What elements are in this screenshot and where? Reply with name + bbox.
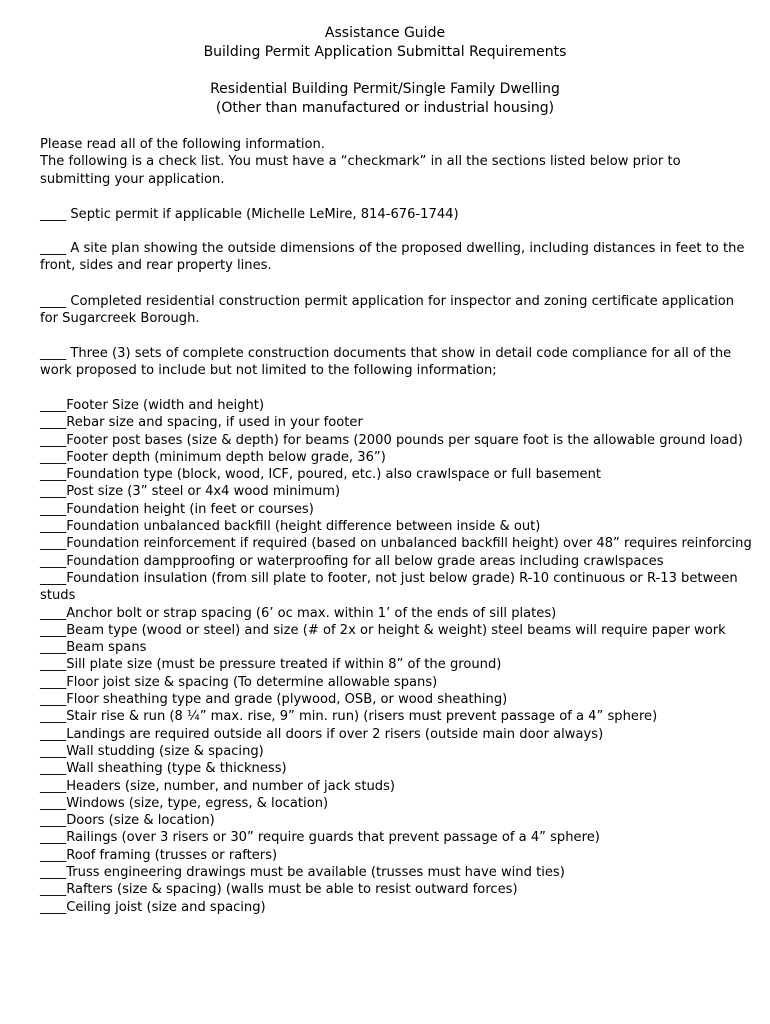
checklist-item-text: Foundation unbalanced backfill (height difference between inside & out) <box>66 519 541 535</box>
checklist-item <box>40 881 752 898</box>
checklist-item <box>40 414 752 431</box>
checkmark-blank[interactable]: ____ <box>40 415 67 431</box>
checklist-item <box>40 449 752 466</box>
checkmark-blank[interactable]: ____ <box>40 467 67 483</box>
checkmark-blank[interactable]: ____ <box>40 519 67 535</box>
requirement-text: Three (3) sets of complete construction documents that show in detail code compliance for all of the work proposed to include but not limited to the following information; <box>40 346 732 379</box>
checklist-item-text: Stair rise & run (8 ¼” max. rise, 9” min. run) (risers must prevent passage of a 4” sphere) <box>66 709 658 725</box>
checkmark-blank[interactable]: ____ <box>40 398 67 413</box>
checkmark-blank[interactable]: ____ <box>40 536 67 552</box>
checklist-item-text: Floor sheathing type and grade (plywood, OSB, or wood sheathing) <box>66 692 508 708</box>
requirement-text: A site plan showing the outside dimensions of the proposed dwelling, including distances in feet to the front, sides and rear property lines. <box>40 241 745 274</box>
checklist-item-text: Floor joist size & spacing (To determine allowable spans) <box>66 674 438 690</box>
checklist-item <box>40 760 752 777</box>
checklist-item-text: Footer post bases (size & depth) for beams (2000 pounds per square foot is the allowable ground load) <box>66 432 743 448</box>
checkmark-blank[interactable]: ____ <box>40 674 67 690</box>
checklist-item-text: Beam type (wood or steel) and size (# of 2x or height & weight) steel beams will require paper work <box>66 622 726 638</box>
checkmark-blank[interactable]: ____ <box>40 657 67 673</box>
checklist-item <box>40 726 752 743</box>
checkmark-blank[interactable]: ____ <box>40 813 67 829</box>
checklist-item <box>40 570 752 605</box>
checkmark-blank[interactable]: ____ <box>40 761 67 777</box>
checkmark-blank[interactable]: ____ <box>40 899 67 915</box>
checklist-item-text: Footer depth (minimum depth below grade, 36”) <box>66 449 386 465</box>
checklist-item <box>40 743 752 760</box>
intro-line-2: The following is a check list. You must have a “checkmark” in all the sections listed below prior to submitting your application. <box>40 154 681 187</box>
checklist-item-text: Foundation dampproofing or waterproofing for all below grade areas including crawlspaces <box>66 553 664 569</box>
checklist-item-text: Rafters (size & spacing) (walls must be able to resist outward forces) <box>66 882 518 898</box>
checklist-item <box>40 622 752 639</box>
checkmark-blank[interactable]: ____ <box>40 553 67 569</box>
checklist-item <box>40 397 752 414</box>
requirement-text: Completed residential construction permit application for inspector and zoning certificate application for Sugarcreek Borough. <box>40 294 735 327</box>
checkmark-blank[interactable]: ____ <box>40 570 67 586</box>
checkmark-blank[interactable]: ____ <box>40 882 67 898</box>
checklist-item <box>40 432 752 449</box>
checklist-item-text: Truss engineering drawings must be available (trusses must have wind ties) <box>66 865 565 881</box>
checkmark-blank[interactable]: ____ <box>40 484 67 500</box>
checklist-item-text: Anchor bolt or strap spacing (6’ oc max. within 1’ of the ends of sill plates) <box>66 605 557 621</box>
checklist-item-text: Windows (size, type, egress, & location) <box>66 795 329 811</box>
checklist-item <box>40 483 752 500</box>
checklist-item-text: Roof framing (trusses or rafters) <box>66 847 278 863</box>
checklist-item-text: Rebar size and spacing, if used in your footer <box>66 415 363 431</box>
checklist-item-text: Foundation type (block, wood, ICF, poured, etc.) also crawlspace or full basement <box>66 467 602 483</box>
checklist-item-text: Wall studding (size & spacing) <box>66 743 264 759</box>
checklist-item <box>40 501 752 518</box>
checkmark-blank[interactable]: ____ <box>40 640 67 656</box>
title-line-2: Building Permit Application Submittal Requirements <box>203 43 567 60</box>
checkmark-blank[interactable]: ____ <box>40 207 71 222</box>
checklist-item-text: Beam spans <box>66 640 147 656</box>
checklist-item <box>40 656 752 673</box>
requirement-septic-permit <box>40 206 750 223</box>
checklist-item <box>40 639 752 656</box>
checklist-item <box>40 553 752 570</box>
checklist-item <box>40 691 752 708</box>
checkmark-blank[interactable]: ____ <box>40 501 67 517</box>
intro-line-1: Please read all of the following information. <box>40 137 325 152</box>
requirement-text: Septic permit if applicable (Michelle LeMire, 814-676-1744) <box>70 207 459 222</box>
requirement-permit-application <box>40 293 750 328</box>
checkmark-blank[interactable]: ____ <box>40 294 71 309</box>
checkmark-blank[interactable]: ____ <box>40 865 67 881</box>
checklist-item <box>40 674 752 691</box>
intro-paragraph <box>40 136 755 188</box>
checkmark-blank[interactable]: ____ <box>40 847 67 863</box>
checkmark-blank[interactable]: ____ <box>40 795 67 811</box>
checkmark-blank[interactable]: ____ <box>40 622 67 638</box>
subtitle-line-1: Residential Building Permit/Single Family Dwelling <box>210 81 560 97</box>
checklist-item-text: Doors (size & location) <box>66 813 215 829</box>
checklist-item <box>40 812 752 829</box>
checklist-item-text: Wall sheathing (type & thickness) <box>66 761 287 777</box>
checkmark-blank[interactable]: ____ <box>40 449 67 465</box>
checklist-item <box>40 864 752 881</box>
checklist-item <box>40 518 752 535</box>
checklist-item-text: Landings are required outside all doors if over 2 risers (outside main door always) <box>66 726 604 742</box>
checkmark-blank[interactable]: ____ <box>40 830 67 846</box>
checkmark-blank[interactable]: ____ <box>40 432 67 448</box>
checkmark-blank[interactable]: ____ <box>40 778 67 794</box>
requirement-site-plan <box>40 240 750 275</box>
checkmark-blank[interactable]: ____ <box>40 241 71 256</box>
checklist-item-text: Footer Size (width and height) <box>66 398 265 413</box>
subtitle-line-2: (Other than manufactured or industrial housing) <box>215 99 555 116</box>
checklist-item <box>40 847 752 864</box>
document-subtitle <box>0 80 770 117</box>
title-line-1: Assistance Guide <box>324 25 446 41</box>
document-title <box>0 24 770 61</box>
construction-detail-checklist <box>40 397 752 916</box>
checkmark-blank[interactable]: ____ <box>40 709 67 725</box>
checklist-item-text: Foundation reinforcement if required (based on unbalanced backfill height) over 48” requires reinforcing <box>66 536 752 552</box>
checklist-item-text: Foundation height (in feet or courses) <box>66 501 314 517</box>
checklist-item <box>40 708 752 725</box>
checklist-item <box>40 829 752 846</box>
requirement-construction-documents <box>40 345 750 380</box>
checklist-item <box>40 795 752 812</box>
checklist-item <box>40 778 752 795</box>
checklist-item <box>40 605 752 622</box>
checkmark-blank[interactable]: ____ <box>40 692 67 708</box>
checklist-item-text: Sill plate size (must be pressure treated if within 8” of the ground) <box>66 657 502 673</box>
checklist-item <box>40 466 752 483</box>
checklist-item-text: Foundation insulation (from sill plate to footer, not just below grade) R-10 continuous or R-13 between studs <box>40 570 738 604</box>
checklist-item-text: Headers (size, number, and number of jack studs) <box>66 778 396 794</box>
checklist-item <box>40 535 752 552</box>
checkmark-blank[interactable]: ____ <box>40 743 67 759</box>
checkmark-blank[interactable]: ____ <box>40 346 71 361</box>
checklist-item <box>40 899 752 916</box>
checklist-item-text: Ceiling joist (size and spacing) <box>66 899 266 915</box>
checkmark-blank[interactable]: ____ <box>40 605 67 621</box>
checkmark-blank[interactable]: ____ <box>40 726 67 742</box>
checklist-item-text: Post size (3” steel or 4x4 wood minimum) <box>66 484 341 500</box>
checklist-item-text: Railings (over 3 risers or 30” require guards that prevent passage of a 4” sphere) <box>66 830 600 846</box>
